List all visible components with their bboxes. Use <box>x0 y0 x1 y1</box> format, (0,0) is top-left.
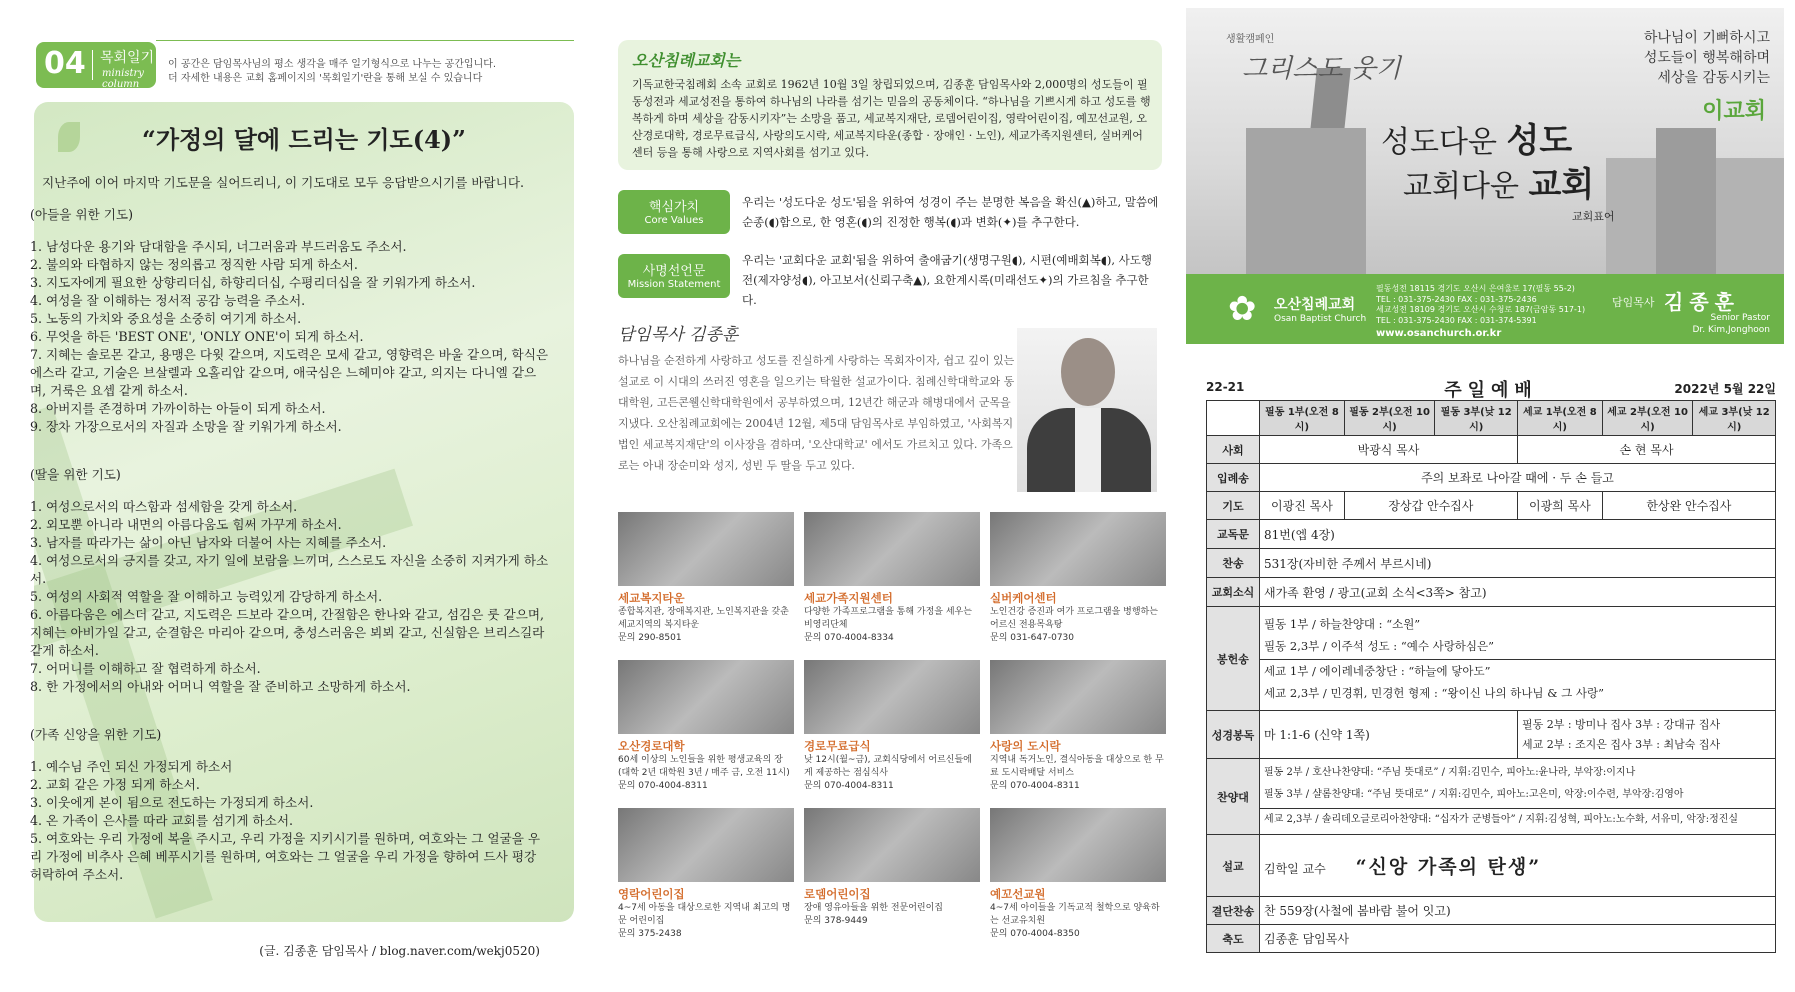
worship-header <box>1206 376 1776 401</box>
issue-number: 22-21 <box>1206 380 1245 394</box>
church-logo-icon: ✿ <box>1228 289 1257 329</box>
sermon-title: “신앙 가족의 탄생” <box>1355 856 1542 878</box>
campaign-small: 생활캠페인 <box>1226 34 1275 45</box>
ministry-tile: 세교복지타운 종합복지관, 장애복지관, 노인복지관을 갖춘 세교지역의 복지타운 문의 290-8501 <box>618 512 794 658</box>
column-subtitle: ministry column <box>102 68 144 90</box>
ministry-tile: 오산경로대학 60세 이상의 노인들을 위한 평생교육의 장 (대학 2년 대학원 3년 / 매주 금, 오전 11시) 문의 070-4004-8311 <box>618 660 794 806</box>
table-row: 기도 이광진 목사 장상갑 안수집사 이광희 목사 한상완 안수집사 <box>1207 492 1776 520</box>
ministry-tile: 실버케어센터 노인건강 증진과 여가 프로그램을 병행하는 어르신 전용목욕탕 문의 031-647-0730 <box>990 512 1166 658</box>
ministry-photo <box>804 808 980 882</box>
table-row: 교독문 81번(엡 4장) <box>1207 520 1776 549</box>
worship-date: 2022년 5월 22일 <box>1674 382 1776 396</box>
ministry-tile: 로뎀어린이집 장애 영유아들을 위한 전문어린이집 문의 378-9449 <box>804 808 980 954</box>
ministry-tile: 영락어린이집 4~7세 아동을 대상으로한 지역내 최고의 명문 어린이집 문의 375-2438 <box>618 808 794 954</box>
service-header: 필동 3부(낮 12시) <box>1435 401 1518 436</box>
ministry-tile: 경로무료급식 낮 12시(월~금), 교회식당에서 어르신들에게 제공하는 점심식사 문의 070-4004-8311 <box>804 660 980 806</box>
pastor-photo <box>1017 328 1157 492</box>
church-intro-text: 기독교한국침례회 소속 교회로 1962년 10월 3일 창립되었으며, 김종훈 담임목사와 2,000명의 성도들이 필동성전과 세교성전을 통하여 하나님의 나라를 섬기는 믿음의 공동체이다. “하나님을 기쁘시게 하고 성도를 행복하게 하며 세상을 감동시키자”는 소망을 품고, 세교복지재단, 로뎀어린이집, 영락어린이집, 예꼬선교원, 오산경로대학, 경로무료급식, 사랑의도시락, 세교복지타운(종합 · 장애인 · 노인), 세교가족지원센터, 실버케어센터 등을 통해 사랑으로 지역사회를 섬기고 있다. <box>632 78 1151 159</box>
ministry-photo <box>990 808 1166 882</box>
prayer-section-daughters: (딸을 위한 기도) 1. 여성으로서의 따스함과 섬세함을 갖게 하소서. 2. 외모뿐 아니라 내면의 아름다움도 힘써 가꾸게 하소서. 3. 남자를 따라가는 삶이 아닌 남자와 더불어 사는 지혜를 주소서. 4. 여성으로서의 긍지를 갖고, 자기 일에 보람을 느끼며, 스스로도 자신을 소중히 지켜가게 하소서. 5. 여성의 사회적 역할을 잘 이해하고 능력있게 감당하게 하소서. 6. 아름다움은 에스더 같고, 지도력은 드보라 같으며, 간절함은 한나와 같고, 섬김은 룻 같으며, 지혜는 아비가일 같고, 순결함은 마리아 같으며, 충성스러움은 뵈뵈 같고, 신실함은 브리스길라 같게 하소서. 7. 어머니를 이해하고 잘 협력하게 하소서. 8. 한 가정에서의 아내와 어머니 역할을 잘 준비하고 소망하게 하소서. <box>30 467 549 694</box>
ministry-tile: 예꼬선교원 4~7세 아이들을 기독교적 철학으로 양육하는 선교유치원 문의 070-4004-8350 <box>990 808 1166 954</box>
prayer-intro: 지난주에 이어 마지막 기도문을 실어드리니, 이 기도대로 모두 응답받으시기를 바랍니다. <box>42 175 524 190</box>
table-row: 봉헌송 필동 1부 / 하늘찬양대 : “소원” 필동 2,3부 / 이주석 성도 : “예수 사랑하심은” 세교 1부 / 에이레네중창단 : “하늘에 닿아도” 세교 2,3부 / 민경휘, 민경헌 형제 : “왕이신 나의 하나님 & 그 사랑” <box>1207 607 1776 711</box>
service-header: 필동 2부(오전 10시) <box>1344 401 1435 436</box>
church-info-bar <box>1186 274 1784 344</box>
cover-panel <box>1186 0 1786 992</box>
table-row: 축도 김종훈 담임목사 <box>1207 925 1776 953</box>
service-header: 세교 1부(오전 8시) <box>1517 401 1602 436</box>
church-website-link[interactable]: www.osanchurch.or.kr <box>1376 328 1502 339</box>
church-intro-panel <box>612 0 1172 992</box>
church-name: 오산침례교회 <box>1274 297 1356 313</box>
table-row: 입례송 주의 보좌로 나아갈 때에 · 두 손 들고 <box>1207 464 1776 492</box>
worship-title: 주일예배 <box>1444 380 1538 401</box>
table-row: 설교 김학일 교수 “신앙 가족의 탄생” <box>1207 835 1776 897</box>
ministry-photo <box>618 660 794 734</box>
service-header: 필동 1부(오전 8시) <box>1260 401 1345 436</box>
church-intro-box <box>618 40 1162 170</box>
table-row: 사회 박광식 목사 손 현 목사 <box>1207 436 1776 464</box>
campaign-title: 그리스도 웃기 <box>1242 54 1401 84</box>
pastor-label: 담임목사 <box>1612 296 1655 309</box>
church-name-en: Osan Baptist Church <box>1274 314 1367 324</box>
ministry-tile: 사랑의 도시락 지역내 독거노인, 결식아동을 대상으로 한 무료 도시락배달 서비스 문의 070-4004-8311 <box>990 660 1166 806</box>
table-row: 교회소식 새가족 환영 / 광고(교회 소식<3쪽> 참고) <box>1207 578 1776 607</box>
pastor-name-en: Senior Pastor Dr. Kim,Jonghoon <box>1692 313 1770 335</box>
ministry-photo <box>990 660 1166 734</box>
banner-logo: 이교회 <box>1702 99 1766 124</box>
prayer-byline: (글. 김종훈 담임목사 / blog.naver.com/wekj0520) <box>259 944 540 958</box>
service-header: 세교 2부(오전 10시) <box>1602 401 1693 436</box>
prayer-section-sons: (아들을 위한 기도) 1. 남성다운 용기와 담대함을 주시되, 너그러움과 부드러움도 주소서. 2. 불의와 타협하지 않는 정의롭고 정직한 사람 되게 하소서. 3. 지도자에게 필요한 상향리더십, 하향리더십, 수평리더십을 잘 키워가게 하소서. 4. 여성을 잘 이해하는 정서적 공감 능력을 주소서. 5. 노동의 가치와 중요성을 소중히 여기게 하소서. 6. 무엇을 하든 'BEST ONE', 'ONLY ONE'이 되게 하소서. 7. 지혜는 솔로몬 같고, 용맹은 다윗 같으며, 지도력은 모세 같고, 영향력은 바울 같으며, 학식은 에스라 같고, 기술은 브살렐과 오홀리압 같으며, 애국심은 느헤미야 같고, 의지는 다니엘 같으며, 거룩은 요셉 같게 하소서. 8. 아버지를 존경하며 가까이하는 아들이 되게 하소서. 9. 장차 가장으로서의 자질과 소망을 잘 키워가게 하소서. <box>30 207 549 434</box>
column-title: 목회일기 <box>100 50 155 66</box>
mission-badge: 사명선언문 Mission Statement <box>618 254 730 298</box>
ministry-photo <box>804 512 980 586</box>
slogan-label: 교회표어 <box>1572 210 1615 223</box>
table-row: 찬양대 필동 2부 / 호산나찬양대: “주님 뜻대로” / 지휘:김민수, 피아노:윤나라, 부악장:이지나 필동 3부 / 샬롬찬양대: “주님 뜻대로” / 지휘:김민수, 피아노:고은미, 악장:이수련, 부악장:김영아 세교 2,3부 / 솔리데오글로리아찬양대: “십자가 군병들아” / 지휘:김성혁, 피아노:노수화, 서유미, 악장:정진실 <box>1207 759 1776 835</box>
ministry-photo <box>990 512 1166 586</box>
pastor-name: 김종훈 <box>1664 290 1740 314</box>
banner-quote: 하나님이 기뻐하시고 성도들이 행복해하며 세상을 감동시키는 <box>1643 30 1770 86</box>
ministry-photo <box>618 808 794 882</box>
prayer-text <box>30 174 550 884</box>
church-address: 필동성전 18115 경기도 오산시 은여울로 17(필동 55-2) TEL : 031-375-2430 FAX : 031-375-2436 세교성전 18109 경기도 오산시 수청로 187(금암동 517-1) TEL : 031-375-2430 FAX : 031-374-5391 <box>1376 284 1586 325</box>
table-row: 찬송 531장(자비한 주께서 부르시네) <box>1207 549 1776 578</box>
mission-text: 우리는 '교회다운 교회'됨을 위하여 출애굽기(생명구원◖), 시편(예배회복◖), 사도행전(제자양성◖), 아고보서(신뢰구축▲), 요한계시록(미래선도✦)의 가르침을 추구한다. <box>742 253 1153 307</box>
column-number: 04 <box>44 46 86 81</box>
table-row: 결단찬송 찬 559장(사철에 봄바람 불어 잇고) <box>1207 897 1776 925</box>
worship-order-table <box>1206 400 1776 953</box>
ministry-tile: 세교가족지원센터 다양한 가족프로그램을 통해 가정을 세우는 비영리단체 문의 070-4004-8334 <box>804 512 980 658</box>
ministry-photo <box>804 660 980 734</box>
ministry-column-panel <box>0 0 580 992</box>
column-description: 이 공간은 담임목사님의 평소 생각을 매주 일기형식으로 나누는 공간입니다. 더 자세한 내용은 교회 홈페이지의 '목회일기'란을 통해 보실 수 있습니다 <box>168 59 497 84</box>
pastor-bio: 하나님을 순전하게 사랑하고 성도를 진실하게 사랑하는 목회자이자, 쉽고 깊이 있는 설교로 이 시대의 쓰러진 영혼을 일으키는 탁월한 설교가이다. 침례신학대학교와 동대학원, 고든콘웰신학대학원에서 공부하였으며, 12년간 해군과 해병대에서 군목을 지냈다. 오산침례교회에는 2004년 12월, 제5대 담임목사로 부임하였고, '사회복지법인 세교복지재단'의 이사장을 겸하며, '오산대학교' 에서도 가르치고 있다. 가족으로는 아내 장순미와 성지, 성빈 두 딸을 두고 있다. <box>618 354 1015 472</box>
prayer-title: “가정의 달에 드리는 기도(4)” <box>142 125 466 154</box>
prayer-section-family: (가족 신앙을 위한 기도) 1. 예수님 주인 되신 가정되게 하소서 2. 교회 같은 가정 되게 하소서. 3. 이웃에게 본이 됨으로 전도하는 가정되게 하소서. 4. 온 가족이 은사를 따라 교회를 섬기게 하소서. 5. 여호와는 우리 가정에 복을 주시고, 우리 가정을 지키시기를 원하며, 여호와는 그 얼굴을 우리 가정에 비추사 은혜 베푸시기를 원하며, 여호와는 그 얼굴을 우리 가정을 향하여 드사 평강 허락하여 주소서. <box>30 727 541 882</box>
core-values-badge: 핵심가치 Core Values <box>618 190 730 234</box>
column-header-badge <box>36 42 156 88</box>
church-intro-title: 오산침례교회는 <box>632 51 741 70</box>
table-row: 성경봉독 마 1:1-6 (신약 1쪽) 필동 2부 : 방미나 집사 3부 : 강대규 집사 세교 2부 : 조지은 집사 3부 : 최남숙 집사 <box>1207 711 1776 759</box>
sermon-preacher: 김학일 교수 <box>1264 862 1326 876</box>
church-banner <box>1186 8 1784 274</box>
core-values-text: 우리는 '성도다운 성도'됨을 위하여 성경이 주는 분명한 복음을 확신(▲)하고, 말씀에 순종(◖)함으로, 한 영혼(◖)의 진정한 행복(◖)과 변화(✦)를 추구한다. <box>742 195 1159 229</box>
service-header: 세교 3부(낮 12시) <box>1693 401 1776 436</box>
church-slogan: 성도다운 성도 교회다운 교회 <box>1381 121 1595 205</box>
ministry-photo <box>618 512 794 586</box>
pastor-heading: 담임목사 김종훈 <box>618 325 739 345</box>
